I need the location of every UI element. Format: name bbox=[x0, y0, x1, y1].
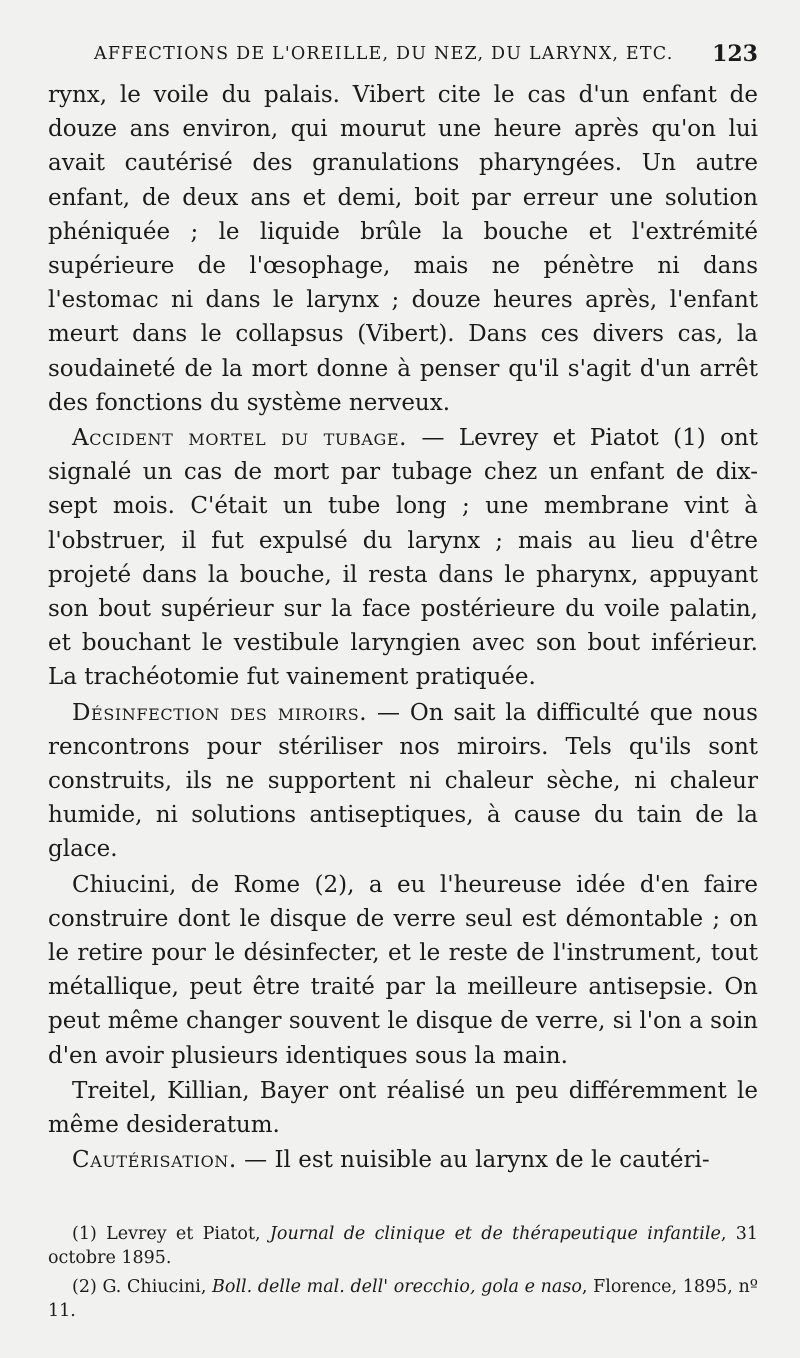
paragraph-miroirs bbox=[48, 696, 758, 867]
footnotes bbox=[48, 1222, 758, 1323]
section-heading-tubage: Accident mortel du tubage. bbox=[72, 425, 408, 452]
section-heading-miroirs: Désinfection des miroirs. bbox=[72, 699, 368, 726]
paragraph-treitel: Treitel, Killian, Bayer ont réalisé un peu différemment le même desideratum. bbox=[48, 1077, 758, 1139]
footnote-2-author: (2) G. Chiucini, bbox=[72, 1277, 213, 1297]
running-head: AFFECTIONS DE L'OREILLE, DU NEZ, DU LARYNX, ETC. bbox=[94, 44, 674, 64]
paragraph-tubage bbox=[48, 421, 758, 695]
footnote-1-authors: (1) Levrey et Piatot, bbox=[72, 1224, 270, 1244]
footnote-1-journal: Journal de clinique et de thérapeutique infantile bbox=[269, 1224, 721, 1244]
page-body bbox=[48, 78, 758, 1178]
page-header bbox=[48, 34, 760, 74]
footnote-2-details: , Florence, 1895, nº 11. bbox=[48, 1277, 758, 1321]
paragraph-miroirs-text: — On sait la difficulté que nous rencontrons pour stériliser nos miroirs. Tels qu'ils sont construits, ils ne supportent ni chaleur sèche, ni chaleur humide, ni solutions antiseptiques, à cause du tain de la glace. bbox=[48, 699, 758, 863]
paragraph-cauterisation bbox=[48, 1143, 758, 1177]
paragraph-continuation: rynx, le voile du palais. Vibert cite le cas d'un enfant de douze ans environ, qui mourut une heure après qu'on lui avait cautérisé des granulations pharyngées. Un autre enfant, de deux ans et demi, boit par erreur une solution phéniquée ; le liquide brûle la bouche et l'extrémité supérieure de l'œsophage, mais ne pénètre ni dans l'estomac ni dans le larynx ; douze heures après, l'enfant meurt dans le collapsus (Vibert). Dans ces divers cas, la soudaineté de la mort donne à penser qu'il s'agit d'un arrêt des fonctions du système nerveux. bbox=[48, 82, 758, 416]
paragraph-cauterisation-text: — Il est nuisible au larynx de le cautéri- bbox=[236, 1147, 710, 1174]
page-number: 123 bbox=[712, 41, 758, 67]
footnote-1-date: , 31 octobre 1895. bbox=[48, 1224, 758, 1268]
paragraph-tubage-text: — Levrey et Piatot (1) ont signalé un cas de mort par tubage chez un enfant de dix-sept mois. C'était un tube long ; une membrane vint à l'obstruer, il fut expulsé du larynx ; mais au lieu d'être projeté dans la bouche, il resta dans le pharynx, appuyant son bout supérieur sur la face postérieure du voile palatin, et bouchant le vestibule laryngien avec son bout inférieur. La trachéotomie fut vainement pratiquée. bbox=[48, 425, 758, 691]
footnote-1 bbox=[48, 1222, 758, 1270]
footnote-2-journal: Boll. delle mal. dell' orecchio, gola e naso bbox=[212, 1277, 582, 1297]
paragraph-chiucini: Chiucini, de Rome (2), a eu l'heureuse idée d'en faire construire dont le disque de verre seul est démontable ; on le retire pour le désinfecter, et le reste de l'instrument, tout métallique, peut être traité par la meilleure antisepsie. On peut même changer souvent le disque de verre, si l'on a soin d'en avoir plusieurs identiques sous la main. bbox=[48, 871, 758, 1069]
footnote-2 bbox=[48, 1275, 758, 1323]
section-heading-cauterisation: Cautérisation. bbox=[72, 1147, 237, 1174]
